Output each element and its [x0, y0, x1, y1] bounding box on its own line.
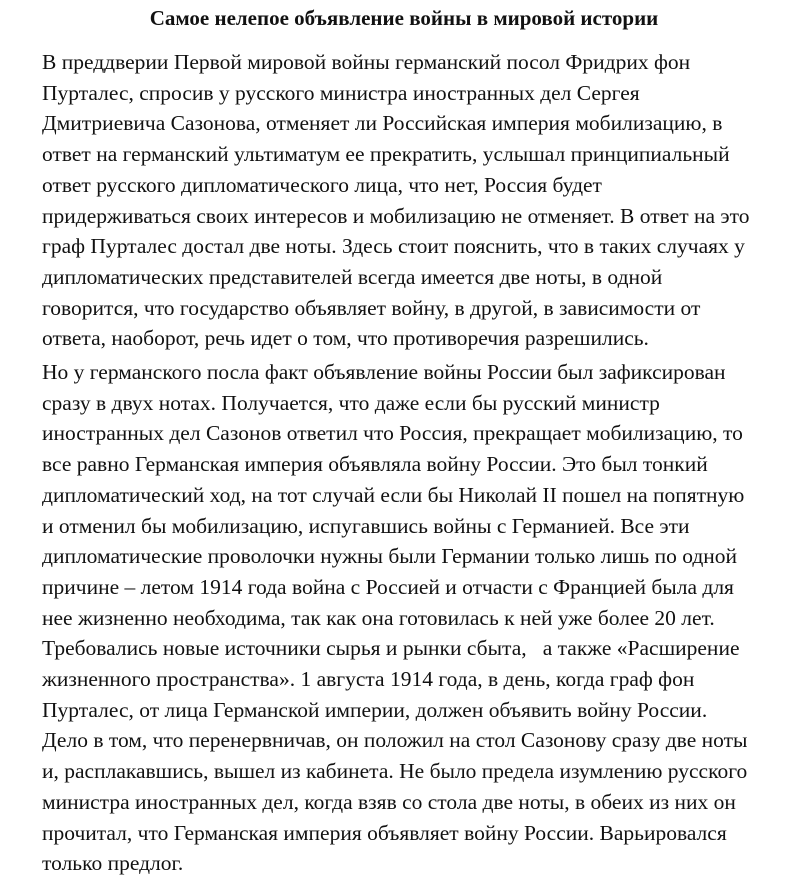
text-line: ответ на германский ультиматум ее прекратить, услышал принципиальный: [42, 142, 730, 167]
paragraph-1: [42, 47, 749, 354]
text-line: дипломатический ход, на тот случай если бы Николай II пошел на попятную: [42, 482, 745, 507]
text-line: причине – летом 1914 года война с Россией и отчасти с Францией была для: [42, 574, 734, 599]
text-line: иностранных дел Сазонов ответил что Россия, прекращает мобилизацию, то: [42, 421, 743, 446]
text-line: прочитал, что Германская империя объявляет войну России. Варьировался: [42, 820, 727, 845]
text-line: ответа, наоборот, речь идет о том, что противоречия разрешились.: [42, 326, 649, 351]
text-line: граф Пурталес достал две ноты. Здесь стоит пояснить, что в таких случаях у: [42, 234, 745, 259]
text-line: нее жизненно необходима, так как она готовилась к ней уже более 20 лет.: [42, 605, 715, 630]
text-line: Но у германского посла факт объявление войны России был зафиксирован: [42, 360, 726, 384]
text-line: Пурталес, спросив у русского министра иностранных дел Сергея: [42, 80, 640, 105]
text-line: говорится, что государство объявляет войну, в другой, в зависимости от: [42, 295, 701, 320]
text-line: В преддверии Первой мировой войны германский посол Фридрих фон: [42, 50, 691, 74]
page-title: Самое нелепое объявление войны в мировой истории: [149, 6, 659, 30]
text-line: жизненного пространства». 1 августа 1914 года, в день, когда граф фон: [42, 667, 695, 692]
text-line: ответ русского дипломатического лица, что нет, Россия будет: [42, 172, 602, 197]
text-line: сразу в двух нотах. Получается, что даже если бы русский министр: [42, 390, 660, 415]
text-line: дипломатических представителей всегда имеется две ноты, в одной: [42, 264, 663, 289]
text-line: Дело в том, что перенервничав, он положил на стол Сазонову сразу две ноты: [42, 728, 748, 753]
text-line: министра иностранных дел, когда взяв со стола две ноты, в обеих из них он: [42, 789, 736, 814]
paragraph-2: [42, 357, 747, 879]
text-line: придерживаться своих интересов и мобилизацию не отменяет. В ответ на это: [42, 203, 750, 228]
text-line: только предлог.: [42, 851, 184, 876]
text-line: Дмитриевича Сазонова, отменяет ли Российская империя мобилизацию, в: [42, 111, 723, 136]
text-line: Требовались новые источники сырья и рынки сбыта, а также «Расширение: [42, 636, 740, 661]
text-line: и, расплакавшись, вышел из кабинета. Не было предела изумлению русского: [42, 759, 748, 784]
text-line: дипломатические проволочки нужны были Германии только лишь по одной: [42, 544, 738, 569]
text-line: все равно Германская империя объявляла войну России. Это был тонкий: [42, 452, 708, 477]
text-line: и отменил бы мобилизацию, испугавшись войны с Германией. Все эти: [42, 513, 690, 538]
text-line: Пурталес, от лица Германской империи, должен объявить войну России.: [42, 697, 708, 722]
